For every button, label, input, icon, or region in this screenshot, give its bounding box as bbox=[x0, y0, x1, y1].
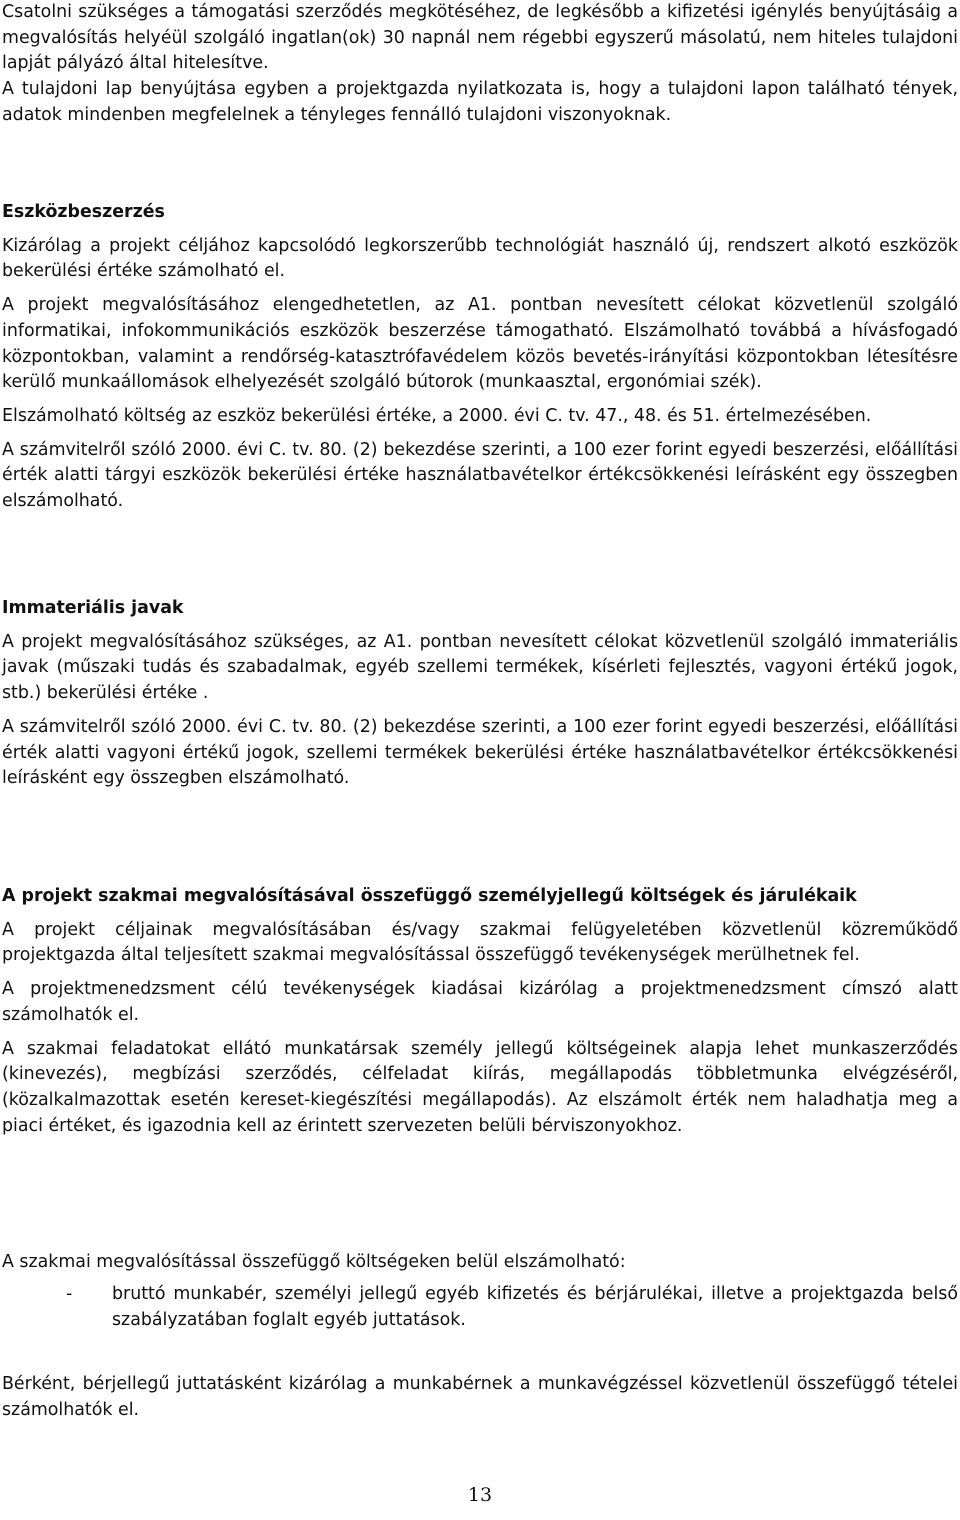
berkent-section bbox=[2, 1372, 958, 1423]
eszkozbeszerzes-heading: Eszközbeszerzés bbox=[2, 202, 165, 222]
elszamolhato-list bbox=[2, 1282, 958, 1333]
intro-section bbox=[2, 0, 958, 129]
szemelyi-paragraph-4: A szakmai megvalósítással összefüggő költségeken belül elszámolható: bbox=[2, 1252, 626, 1272]
szemelyi-section bbox=[2, 884, 958, 1139]
immaterialis-section bbox=[2, 596, 958, 792]
szemelyi-elszamolhato-intro bbox=[2, 1250, 958, 1276]
szemelyi-paragraph-3: A szakmai feladatokat ellátó munkatársak személy jellegű költségeinek alapja lehet munkaszerződés (kinevezés), megbízási szerződés, célfeladat kiírás, megállapodás többletmunka elvégzéséről, (közalkalmazottak esetén kereset-kiegészítési megállapodás). Az elszámolt érték nem haladhatja meg a piaci értéket, és igazodnia kell az érintett szervezeten belüli bérviszonyokhoz. bbox=[2, 1038, 958, 1136]
szemelyi-paragraph-2: A projektmenedzsment célú tevékenységek kiadásai kizárólag a projektmenedzsment címszó alatt számolhatók el. bbox=[2, 979, 958, 1025]
eszkozbeszerzes-paragraph-2: A projekt megvalósításához elengedhetetlen, az A1. pontban nevesített célokat közvetlenül szolgáló informatikai, infokommunikációs eszközök beszerzése támogatható. Elszámolható továbbá a hívásfogadó központokban, valamint a rendőrség-katasztrófavédelem közös bevetés-irányítási központokban létesítésre kerülő munkaállomások elhelyezését szolgáló bútorok (munkaasztal, ergonómiai szék). bbox=[2, 295, 958, 393]
immaterialis-heading: Immateriális javak bbox=[2, 598, 184, 618]
eszkozbeszerzes-paragraph-1: Kizárólag a projekt céljához kapcsolódó legkorszerűbb technológiát használó új, rendszert alkotó eszközök bekerülési értéke számolható el. bbox=[2, 235, 958, 282]
eszkozbeszerzes-paragraph-4: A számvitelről szóló 2000. évi C. tv. 80. (2) bekezdése szerinti, a 100 ezer forint egyedi beszerzési, előállítási érték alatti tárgyi eszközök bekerülési értéke használatbavételkor értékcsökkenési leírásként egy összegben elszámolható. bbox=[2, 439, 958, 512]
intro-paragraph-1: Csatolni szükséges a támogatási szerződés megkötéséhez, de legkésőbb a kifizetési igénylés benyújtásáig a megvalósítás helyéül szolgáló ingatlan(ok) 30 napnál nem régebbi egyszerű másolatú, nem hiteles tulajdoni lapját pályázó által hitelesítve. bbox=[2, 2, 958, 74]
list-item bbox=[2, 1282, 958, 1333]
immaterialis-paragraph-1: A projekt megvalósításához szükséges, az A1. pontban nevesített célokat közvetlenül szolgáló immateriális javak (műszaki tudás és szabadalmak, egyéb szellemi termékek, kísérleti fejlesztés, vagyoni értékű jogok, stb.) bekerülési értéke . bbox=[2, 631, 958, 704]
immaterialis-paragraph-2: A számvitelről szóló 2000. évi C. tv. 80. (2) bekezdése szerinti, a 100 ezer forint egyedi beszerzési, előállítási érték alatti vagyoni értékű jogok, szellemi termékek bekerülési értéke használatbavételkor értékcsökkenési leírásként egy összegben elszámolható. bbox=[2, 716, 958, 789]
eszkozbeszerzes-paragraph-3: Elszámolható költség az eszköz bekerülési értéke, a 2000. évi C. tv. 47., 48. és 51. értelmezésében. bbox=[2, 405, 872, 426]
szemelyi-paragraph-5: Bérként, bérjellegű juttatásként kizárólag a munkabérnek a munkavégzéssel közvetlenül összefüggő tételei számolhatók el. bbox=[2, 1374, 958, 1420]
szemelyi-heading: A projekt szakmai megvalósításával összefüggő személyjellegű költségek és járulékaik bbox=[2, 886, 857, 906]
szemelyi-paragraph-1: A projekt céljainak megvalósításában és/vagy szakmai felügyeletében közvetlenül közreműködő projektgazda által teljesített szakmai megvalósítással összefüggő tevékenységek merülhetnek fel. bbox=[2, 919, 958, 966]
list-item-text: bruttó munkabér, személyi jellegű egyéb kifizetés és bérjárulékai, illetve a projektgazda belső szabályzatában foglalt egyéb juttatások. bbox=[112, 1284, 958, 1330]
page-number: 13 bbox=[467, 1484, 493, 1506]
intro-paragraph-2: A tulajdoni lap benyújtása egyben a projektgazda nyilatkozata is, hogy a tulajdoni lapon található tények, adatok mindenben megfelelnek a tényleges fennálló tulajdoni viszonyoknak. bbox=[2, 79, 958, 125]
list-bullet: - bbox=[66, 1284, 73, 1304]
eszkozbeszerzes-section bbox=[2, 200, 958, 515]
